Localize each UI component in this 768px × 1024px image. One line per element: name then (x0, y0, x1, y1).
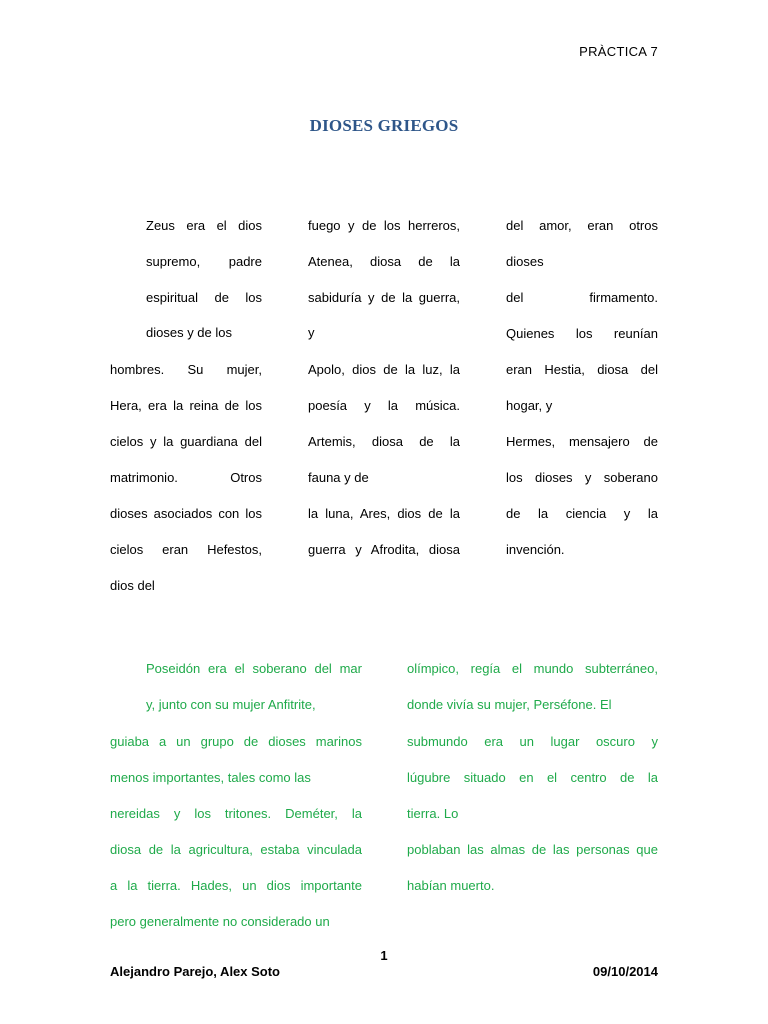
text-line: olímpico, regía el mundo subterráneo, (407, 661, 658, 676)
text-line: Zeus era el dios (146, 218, 262, 233)
text-line: hombres. Su mujer, (110, 362, 262, 377)
text-line: fauna y de (308, 470, 369, 485)
text-line: Quienes los reunían (506, 326, 658, 341)
text-line: lúgubre situado en el centro de la (407, 770, 658, 785)
text-line: invención. (506, 542, 565, 557)
text-line: Artemis, diosa de la (308, 434, 460, 449)
text-line: tierra. Lo (407, 806, 459, 821)
header-label: PRÀCTICA 7 (579, 44, 658, 59)
text-line: hogar, y (506, 398, 553, 413)
text-line: la luna, Ares, dios de la (308, 506, 460, 521)
text-line: supremo, padre (146, 254, 262, 269)
text-line: eran Hestia, diosa del (506, 362, 658, 377)
page-title: DIOSES GRIEGOS (309, 116, 459, 135)
text-line: del amor, eran otros (506, 218, 658, 233)
text-line: los dioses y soberano (506, 470, 658, 485)
text-line: poesía y la música. (308, 398, 460, 413)
text-line: dios del (110, 578, 155, 593)
text-line: diosa de la agricultura, estaba vinculada (110, 842, 362, 857)
text-line: fuego y de los herreros, (308, 218, 460, 233)
text-line: Poseidón era el soberano del mar (146, 661, 362, 676)
text-line: espiritual de los (146, 290, 262, 305)
text-line: dioses asociados con los (110, 506, 262, 521)
text-line: sabiduría y de la guerra, (308, 290, 460, 305)
text-line: dioses y de los (146, 325, 232, 340)
text-line: nereidas y los tritones. Deméter, la (110, 806, 362, 821)
text-line: dioses (506, 254, 544, 269)
page-number: 1 (380, 948, 388, 963)
text-line: cielos eran Hefestos, (110, 542, 262, 557)
text-line: y, junto con su mujer Anfitrite, (146, 697, 316, 712)
text-line: del firmamento. (506, 290, 658, 305)
text-line: Hera, era la reina de los (110, 398, 262, 413)
text-line: Atenea, diosa de la (308, 254, 460, 269)
text-line: Hermes, mensajero de (506, 434, 658, 449)
footer-authors: Alejandro Parejo, Alex Soto (110, 964, 281, 979)
text-line: de la ciencia y la (506, 506, 658, 521)
text-line: poblaban las almas de las personas que (407, 842, 658, 857)
text-line: habían muerto. (407, 878, 495, 893)
footer-date: 09/10/2014 (592, 964, 658, 979)
text-line: matrimonio. Otros (110, 470, 262, 485)
text-line: donde vivía su mujer, Perséfone. El (407, 697, 612, 712)
text-line: cielos y la guardiana del (110, 434, 262, 449)
text-line: guiaba a un grupo de dioses marinos (110, 734, 362, 749)
text-line: submundo era un lugar oscuro y (407, 734, 658, 749)
text-line: a la tierra. Hades, un dios importante (110, 878, 362, 893)
text-line: guerra y Afrodita, diosa (308, 542, 460, 557)
text-line: pero generalmente no considerado un (110, 914, 330, 929)
text-line: menos importantes, tales como las (110, 770, 311, 785)
text-line: Apolo, dios de la luz, la (308, 362, 460, 377)
text-line: y (308, 325, 315, 340)
